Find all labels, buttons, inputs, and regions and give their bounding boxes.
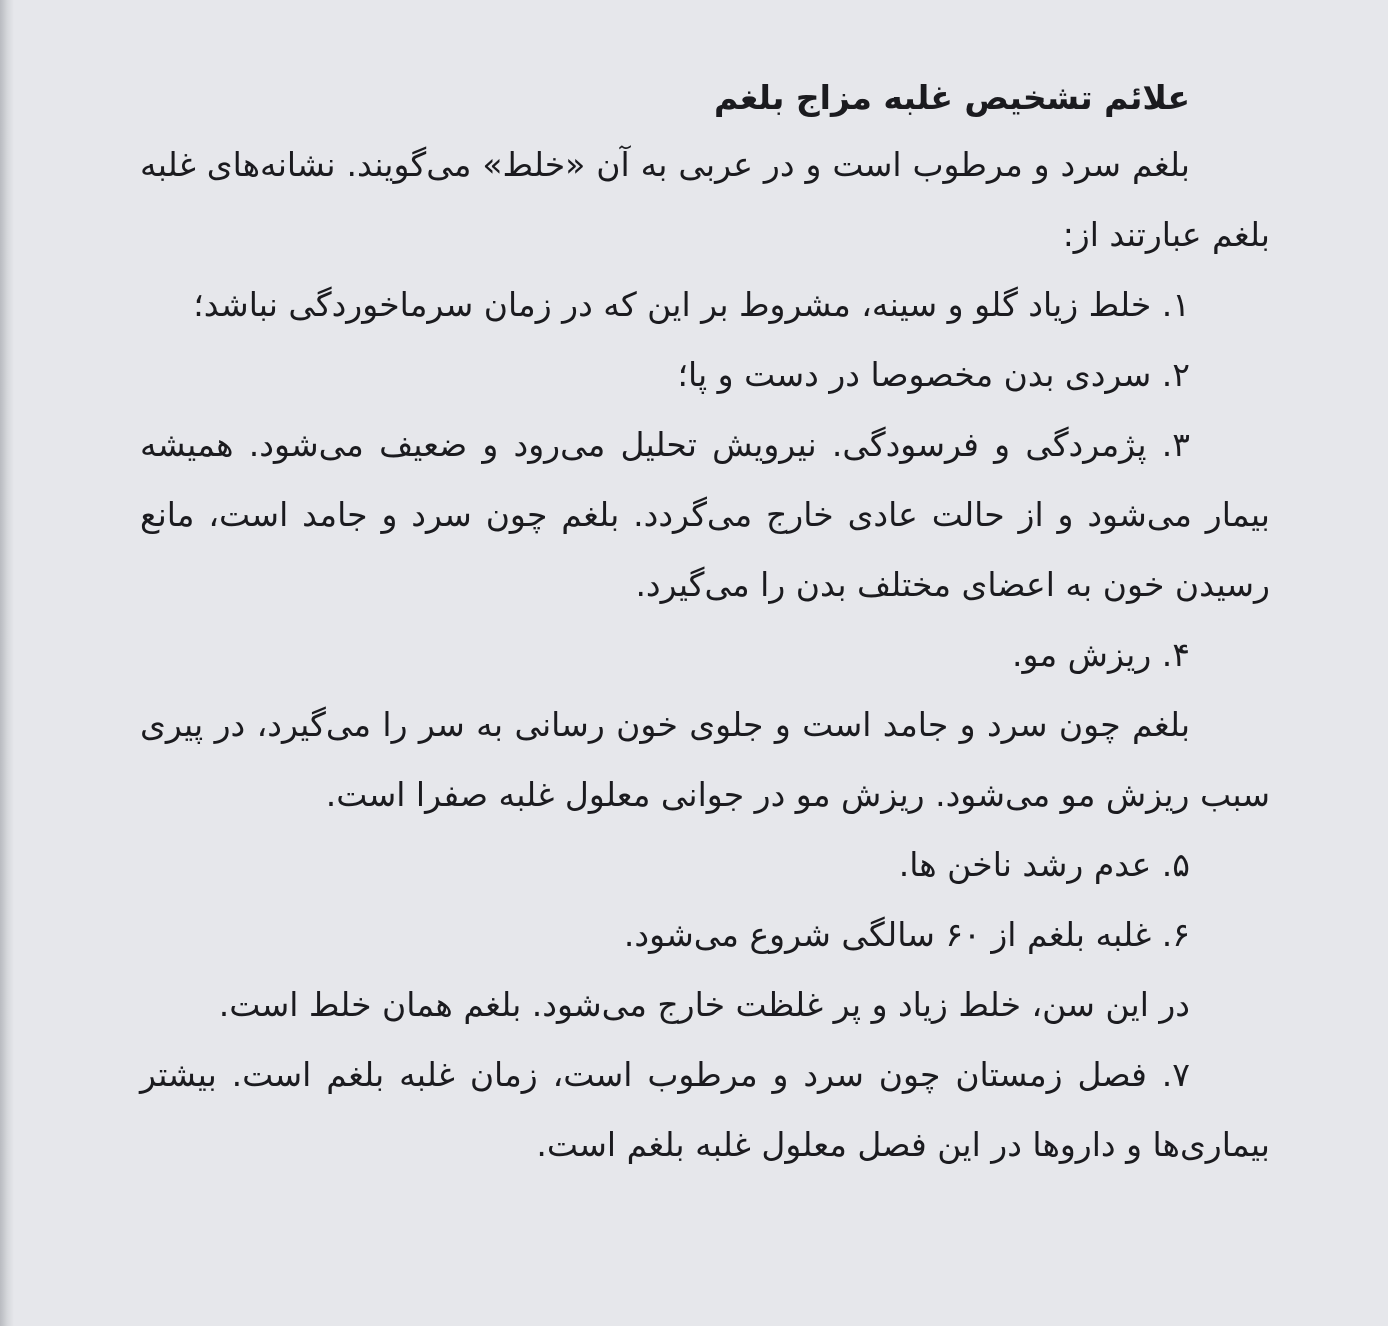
list-item-7: ۷. فصل زمستان چون سرد و مرطوب است، زمان غلبه بلغم است. بیشتر بیماری‌ها و داروها در این فصل معلول غلبه بلغم است. <box>140 1055 1270 1164</box>
list-item-2: ۲. سردی بدن مخصوصا در دست و پا؛ <box>677 355 1190 394</box>
intro-paragraph: بلغم سرد و مرطوب است و در عربی به آن «خلط» می‌گویند. نشانه‌های غلبه بلغم عبارتند از: <box>140 145 1270 254</box>
list-item-1: ۱. خلط زیاد گلو و سینه، مشروط بر این که در زمان سرماخوردگی نباشد؛ <box>193 285 1190 324</box>
list-item-3: ۳. پژمردگی و فرسودگی. نیرویش تحلیل می‌رود و ضعیف می‌شود. همیشه بیمار می‌شود و از حالت عادی خارج می‌گردد. بلغم چون سرد و جامد است، مانع رسیدن خون به اعضای مختلف بدن را می‌گیرد. <box>140 425 1270 604</box>
section-heading: علائم تشخیص غلبه مزاج بلغم <box>714 78 1190 117</box>
page-binding-edge <box>0 0 14 1326</box>
book-page <box>140 66 1270 1180</box>
list-item-5: ۵. عدم رشد ناخن ها. <box>898 845 1190 884</box>
list-item-4: ۴. ریزش مو. <box>1011 635 1190 674</box>
age-paragraph: در این سن، خلط زیاد و پر غلظت خارج می‌شود. بلغم همان خلط است. <box>218 985 1190 1024</box>
list-item-6: ۶. غلبه بلغم از ۶۰ سالگی شروع می‌شود. <box>623 915 1190 954</box>
hair-loss-paragraph: بلغم چون سرد و جامد است و جلوی خون رسانی به سر را می‌گیرد، در پیری سبب ریزش مو می‌شود. ریزش مو در جوانی معلول غلبه صفرا است. <box>140 705 1270 814</box>
